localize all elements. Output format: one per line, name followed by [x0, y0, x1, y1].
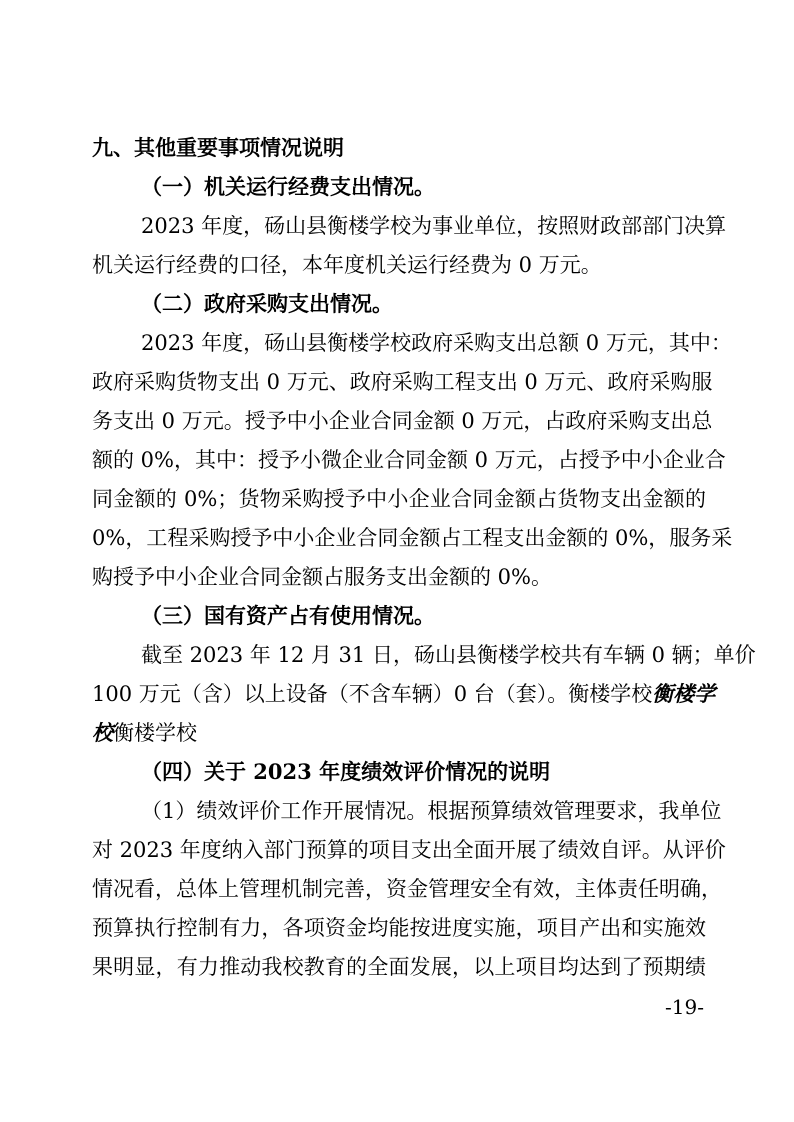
paragraph-line: （1）绩效评价工作开展情况。根据预算绩效管理要求，我单位 — [141, 799, 722, 823]
paragraph-line: 额的 0%，其中：授予小微企业合同金额 0 万元，占授予中小企业合 — [92, 448, 726, 472]
bold-italic-text: 衡楼学 — [652, 681, 716, 706]
paragraph-line: 购授予中小企业合同金额占服务支出金额的 0%。 — [92, 565, 552, 589]
paragraph-line: 政府采购货物支出 0 万元、政府采购工程支出 0 万元、政府采购服 — [92, 370, 713, 394]
paragraph-line-mixed — [92, 719, 706, 747]
plain-text: 100 万元（含）以上设备（不含车辆）0 台（套）。衡楼学校 — [92, 682, 653, 706]
subsection-title-1: （一）机关运行经费支出情况。 — [141, 174, 435, 199]
paragraph-line-mixed — [92, 680, 716, 708]
paragraph-line: 2023 年度，砀山县衡楼学校为事业单位，按照财政部部门决算 — [141, 214, 727, 238]
paragraph-line: 机关运行经费的口径，本年度机关运行经费为 0 万元。 — [92, 253, 602, 277]
paragraph-line: 情况看，总体上管理机制完善，资金管理安全有效，主体责任明确， — [92, 877, 722, 901]
paragraph-line: 对 2023 年度纳入部门预算的项目支出全面开展了绩效自评。从评价 — [92, 838, 726, 862]
bold-italic-text: 校 — [92, 720, 113, 745]
paragraph-line: 截至 2023 年 12 月 31 日，砀山县衡楼学校共有车辆 0 辆；单价 — [141, 643, 756, 667]
subsection-title-3: （三）国有资产占有使用情况。 — [141, 603, 435, 628]
page-number: -19- — [665, 995, 704, 1019]
paragraph-line: 务支出 0 万元。授予中小企业合同金额 0 万元，占政府采购支出总 — [92, 409, 713, 433]
paragraph-line: 预算执行控制有力，各项资金均能按进度实施，项目产出和实施效 — [92, 916, 706, 940]
paragraph-line: 果明显，有力推动我校教育的全面发展，以上项目均达到了预期绩 — [92, 955, 706, 979]
subsection-title-4: （四）关于 2023 年度绩效评价情况的说明 — [141, 759, 551, 784]
paragraph-line: 同金额的 0%；货物采购授予中小企业合同金额占货物支出金额的 — [92, 487, 706, 511]
paragraph-line: 0%，工程采购授予中小企业合同金额占工程支出金额的 0%，服务采 — [92, 526, 733, 550]
plain-text: 衡楼学校 — [113, 721, 197, 745]
paragraph-line: 2023 年度，砀山县衡楼学校政府采购支出总额 0 万元，其中： — [141, 331, 732, 355]
section-heading-nine: 九、其他重要事项情况说明 — [92, 135, 344, 160]
subsection-title-2: （二）政府采购支出情况。 — [141, 291, 393, 316]
